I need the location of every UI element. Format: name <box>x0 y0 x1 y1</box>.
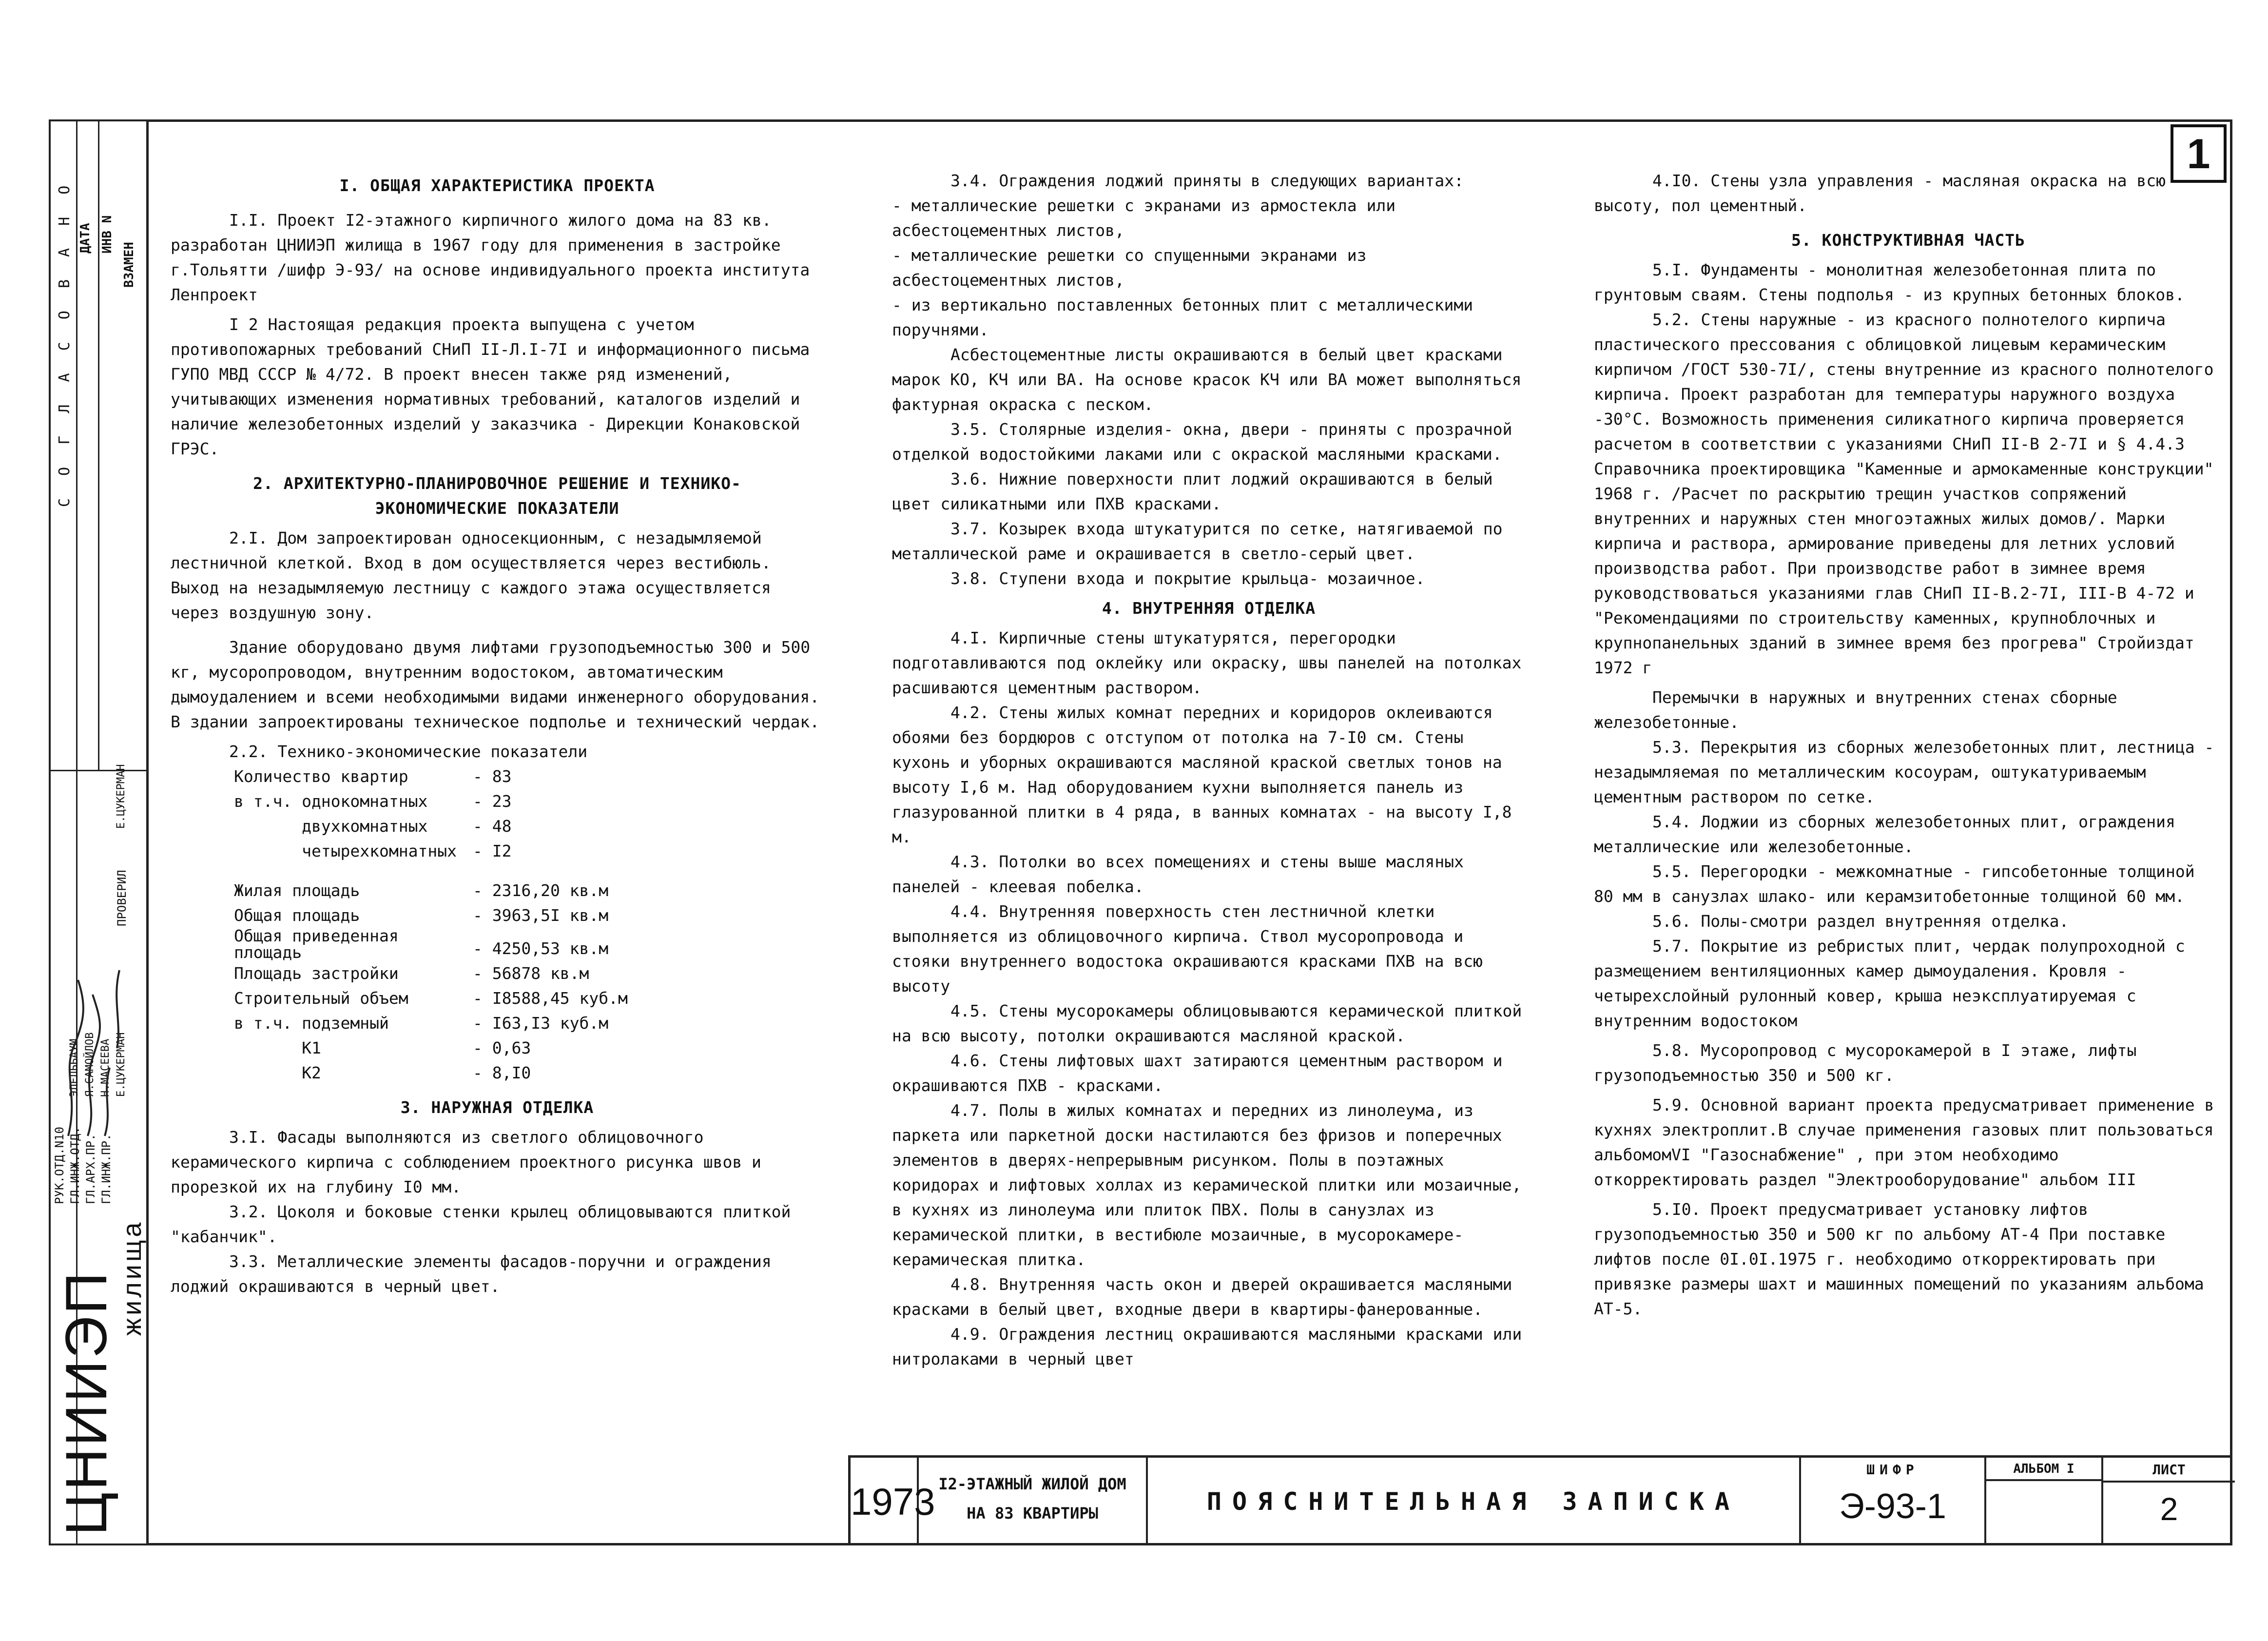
paragraph: 5.8. Мусоропровод с мусорокамерой в I этаже, лифты грузоподъемностью 350 и 500 кг. <box>1594 1041 2137 1085</box>
table-row <box>234 928 824 961</box>
column-3 <box>1594 168 2223 1321</box>
stamp-replace-label: ВЗАМЕН <box>122 242 136 288</box>
tep-key: Жилая площадь <box>234 881 360 900</box>
paragraph: 4.7. Полы в жилых комнатах и передних из линолеума, из паркета или паркетной доски настилаются без фризов и поперечных элементов в дверях-непрерывным рисунком. Полы в поэтажных коридорах и лифтовых холлах из керамической плитки или мозаичные, в кухнях из линолеума или плиток ПВХ. Полы в санузлах из керамической плитки, в вестибюле мозаичные, в мусорокамере-керамическая плитка. <box>892 1101 1522 1269</box>
table-row <box>234 1035 824 1060</box>
table-row <box>234 814 824 839</box>
paragraph: I.I. Проект I2-этажного кирпичного жилого дома на 83 кв. разработан ЦНИИЭП жилища в 1967 году для применения в застройке г.Тольятти /шифр Э-93/ на основе индивидуального проекта института Ленпроект <box>171 211 810 304</box>
table-row <box>234 789 824 814</box>
tep-value: - 23 <box>473 792 512 811</box>
tep-key: двухкомнатных <box>234 817 428 836</box>
paragraph: 3.3. Металлические элементы фасадов-поручни и ограждения лоджий окрашиваются в черный цвет. <box>171 1252 772 1296</box>
section-heading: 3. НАРУЖНАЯ ОТДЕЛКА <box>400 1098 594 1117</box>
tep-value: - 3963,5I кв.м <box>473 906 609 925</box>
object-line-2: НА 83 КВАРТИРЫ <box>967 1504 1098 1523</box>
tep-key: в т.ч. однокомнатных <box>234 792 428 811</box>
paragraph: 5.7. Покрытие из ребристых плит, чердак полупроходной с размещением вентиляционных камер дымоудаления. Кровля - четырехслойный рулонный ковер, крыша неэксплуатируемая с внутренним водостоком <box>1594 937 2185 1030</box>
tep-key: Площадь застройки <box>234 964 399 983</box>
paragraph: 4.9. Ограждения лестниц окрашиваются масляными красками или нитролаками в черный цвет <box>892 1325 1522 1368</box>
signer-name: Е.ЦУКЕРМАН <box>115 1032 127 1097</box>
paragraph: 4.3. Потолки во всех помещениях и стены выше масляных панелей - клеевая побелка. <box>892 852 1464 896</box>
doc-title: ПОЯСНИТЕЛЬНАЯ ЗАПИСКА <box>1206 1487 1741 1516</box>
paragraph: 4.I. Кирпичные стены штукатурятся, перегородки подготавливаются под оклейку или окраску, швы панелей на потолках расшиваются цементным раствором. <box>892 628 1522 697</box>
list-item: - из вертикально поставленных бетонных плит с металлическими поручнями. <box>892 295 1473 339</box>
tep-value: - 83 <box>473 767 512 786</box>
tep-table <box>234 764 824 1085</box>
code-label: ШИФР <box>1866 1462 1919 1478</box>
list-item: - металлические решетки с экранами из армостекла или асбестоцементных листов, <box>892 196 1396 240</box>
tep-key: K2 <box>234 1063 321 1082</box>
code-cell <box>1801 1458 1986 1545</box>
signer-role: ГЛ.ИНЖ.ОТД. <box>68 1127 82 1204</box>
soglasovano-label: С О Г Л А С О В А Н О <box>56 178 73 507</box>
org-suffix: жилища <box>117 1219 147 1336</box>
tep-key: Общая приведенная площадь <box>234 926 399 962</box>
stamp-date-label: ДАТА <box>78 223 93 254</box>
paragraph: 5.5. Перегородки - межкомнатные - гипсобетонные толщиной 80 мм в санузлах шлако- или керамзитобетонные толщиной 60 мм. <box>1594 862 2195 906</box>
paragraph: 4.2. Стены жилых комнат передних и коридоров оклеиваются обоями без бордюров с отступом от потолка на 7-I0 см. Стены кухонь и уборных окрашиваются масляной краской светлых тонов на высоту I,6 м. Над оборудованием кухни выполняется панель из глазурованной плитки в 4 ряда, в ванных комнатах - на высоту I,8 м. <box>892 703 1512 846</box>
checker-name: Е.ЦУКЕРМАН <box>115 764 127 829</box>
tep-key: Количество квартир <box>234 767 408 786</box>
signer-name: Н.МАСЕЕВА <box>99 1038 112 1097</box>
checker-label: ПРОВЕРИЛ <box>115 870 129 926</box>
section-heading: 2. АРХИТЕКТУРНО-ПЛАНИРОВОЧНОЕ РЕШЕНИЕ И ТЕХНИКО-ЭКОНОМИЧЕСКИЕ ПОКАЗАТЕЛИ <box>253 474 741 518</box>
paragraph: 3.7. Козырек входа штукатурится по сетке, натягиваемой по металлической раме и окрашивается в светло-серый цвет. <box>892 519 1503 563</box>
table-row <box>234 961 824 986</box>
paragraph: I 2 Настоящая редакция проекта выпущена с учетом противопожарных требований СНиП II-Л.I-7I и информационного письма ГУПО МВД СССР № 4/72. В проект внесен также ряд изменений, учитывающих изменения нормативных требований, каталогов изделий и наличие железобетонных изделий у заказчика - Дирекции Конаковской ГРЭС. <box>171 315 810 458</box>
tep-key: Общая площадь <box>234 906 360 925</box>
doc-title-cell <box>1148 1458 1801 1545</box>
tep-value: - 0,63 <box>473 1038 531 1057</box>
paragraph: 3.I. Фасады выполняются из светлого облицовочного керамического кирпича с соблюдением проектного рисунка швов и прорезкой их на глубину I0 мм. <box>171 1128 761 1196</box>
table-row <box>234 863 824 878</box>
tep-value: - 48 <box>473 817 512 836</box>
table-row <box>234 1011 824 1035</box>
column-2 <box>892 168 1526 1371</box>
year-cell <box>851 1458 935 1545</box>
sheet-number-value: 2 <box>2160 1491 2178 1527</box>
tep-value: - I63,I3 куб.м <box>473 1014 609 1033</box>
paragraph: 3.2. Цоколя и боковые стенки крылец облицовываются плиткой "кабанчик". <box>171 1202 791 1246</box>
tep-value: - I8588,45 куб.м <box>473 989 628 1008</box>
paragraph: Здание оборудовано двумя лифтами грузоподъемностью 300 и 500 кг, мусоропроводом, внутренним водостоком, автоматическим дымоудалением и всеми необходимыми видами инженерного оборудования. В здании запроектированы техническое подполье и технический чердак. <box>171 638 820 731</box>
object-cell <box>919 1458 1148 1545</box>
tep-value: - 56878 кв.м <box>473 964 589 983</box>
paragraph: 4.4. Внутренняя поверхность стен лестничной клетки выполняется из облицовочного кирпича. Ствол мусоропровода и стояки внутреннего водостока окрашиваются красками ПХВ на всю высоту <box>892 902 1483 996</box>
paragraph: 5.2. Стены наружные - из красного полнотелого кирпича пластического прессования с облицовкой лицевым керамическим кирпичом /ГОСТ 530-7I/, стены внутренние из красного полнотелого кирпича. Проект разработан для температуры наружного воздуха -30°С. Возможность применения силикатного кирпича проверяется расчетом в соответствии с указаниями СНиП II-В 2-7I и § 4.4.3 Справочника проектировщика "Каменные и армокаменные конструкции" 1968 г. /Расчет по раскрытию трещин участков сопряжений внутренних и наружных стен многоэтажных жилых домов/. Марки кирпича и раствора, армирование приведены для летних условий производства работ. При производстве работ в зимнее время руководствоваться указаниями глав СНиП II-В.2-7I, III-В 4-72 и "Рекомендациями по строительству каменных, крупноблочных и крупнопанельных зданий в зимнее время без прогрева" Стройиздат 1972 г <box>1594 310 2214 677</box>
stamp-column <box>78 121 99 770</box>
paragraph: Асбестоцементные листы окрашиваются в белый цвет красками марок КО, КЧ или ВА. На основе красок КЧ или ВА может выполняться фактурная окраска с песком. <box>892 345 1522 414</box>
paragraph: 4.6. Стены лифтовых шахт затираются цементным раствором и окрашиваются ПХВ - красками. <box>892 1051 1503 1095</box>
tep-value: - I2 <box>473 841 512 860</box>
project-year: 1973 <box>851 1480 935 1523</box>
paragraph: 2.I. Дом запроектирован односекционным, с незадымляемой лестничной клеткой. Вход в дом осуществляется через вестибюль. Выход на незадымляемую лестницу с каждого этажа осуществляется через воздушную зону. <box>171 528 771 622</box>
album-header <box>1986 1462 2101 1481</box>
paragraph: 5.I0. Проект предусматривает установку лифтов грузоподъемностью 350 и 500 кг по альбому АТ-4 При поставке лифтов после 0I.0I.1975 г. необходимо откорректировать при привязке размеры шахт и машинных помещений по указаниям альбома АТ-5. <box>1594 1200 2204 1318</box>
paragraph: 2.2. Технико-экономические показатели <box>229 742 588 761</box>
paragraph: 5.3. Перекрытия из сборных железобетонных плит, лестница - незадымляемая по металлическим косоурам, оштукатуриваемым цементным раствором по сетке. <box>1594 738 2214 806</box>
object-line-1: I2-ЭТАЖНЫЙ ЖИЛОЙ ДОМ <box>938 1475 1126 1493</box>
list-item: - металлические решетки со спущенными экранами из асбестоцементных листов, <box>892 246 1367 290</box>
paragraph: 5.9. Основной вариант проекта предусматривает применение в кухнях электроплит.В случае применения газовых плит пользоваться альбомомVI "Газоснабжение" , при этом необходимо откорректировать раздел "Электрооборудование" альбом III <box>1594 1095 2214 1189</box>
tep-key: четырехкомнатных <box>234 841 457 860</box>
paragraph: 4.5. Стены мусорокамеры облицовываются керамической плиткой на всю высоту, потолки окрашиваются масляной краской. <box>892 1001 1522 1045</box>
tep-value: - 8,I0 <box>473 1063 531 1082</box>
paragraph: 5.4. Лоджии из сборных железобетонных плит, ограждения металлические или железобетонные. <box>1594 812 2175 856</box>
title-block <box>848 1455 2232 1545</box>
tep-key: Строительный объем <box>234 989 408 1008</box>
paragraph: 4.I0. Стены узла управления - масляная окраска на всю высоту, пол цементный. <box>1594 171 2166 215</box>
album-label: АЛЬБОМ <box>2013 1462 2059 1476</box>
table-row <box>234 903 824 928</box>
signatures <box>58 951 127 1146</box>
tep-key: K1 <box>234 1038 321 1057</box>
paragraph: Перемычки в наружных и внутренних стенах сборные железобетонные. <box>1594 688 2117 732</box>
sheet-label: ЛИСТ <box>2103 1462 2235 1483</box>
tep-value: - 2316,20 кв.м <box>473 881 609 900</box>
project-code: Э-93-1 <box>1839 1487 1946 1526</box>
org-name: ЦНИИЭП <box>54 1270 119 1536</box>
section-heading: 4. ВНУТРЕННЯЯ ОТДЕЛКА <box>1102 599 1316 618</box>
paragraph: 3.4. Ограждения лоджий приняты в следующих вариантах: <box>950 171 1464 190</box>
paragraph: 3.5. Столярные изделия- окна, двери - приняты с прозрачной отделкой водостойкими лаками или с окраской масляными красками. <box>892 420 1512 464</box>
table-row <box>234 986 824 1011</box>
paragraph: 3.6. Нижние поверхности плит лоджий окрашиваются в белый цвет силикатными или ПХВ красками. <box>892 469 1493 513</box>
table-row <box>234 1060 824 1085</box>
album-cell <box>1986 1458 2103 1545</box>
table-row <box>234 878 824 903</box>
section-heading: 5. КОНСТРУКТИВНАЯ ЧАСТЬ <box>1791 231 2025 250</box>
sheet-cell <box>2103 1458 2235 1545</box>
paragraph: 3.8. Ступени входа и покрытие крыльца- мозаичное. <box>950 569 1425 588</box>
table-row <box>234 764 824 789</box>
signer-name: ЭЛЕЛЬБАУМ <box>68 1038 80 1097</box>
stamp-inv-label: ИНВ N <box>100 215 115 254</box>
section-heading: I. ОБЩАЯ ХАРАКТЕРИСТИКА ПРОЕКТА <box>339 176 655 195</box>
paragraph: 5.I. Фундаменты - монолитная железобетонная плита по грунтовым сваям. Стены подполья - из крупных бетонных блоков. <box>1594 260 2185 304</box>
tep-key: в т.ч. подземный <box>234 1014 389 1033</box>
signer-role: ГЛ.ИНЖ.ПР. <box>99 1133 113 1204</box>
signer-role: РУК.ОТД.N10 <box>53 1127 66 1204</box>
paragraph: 4.8. Внутренняя часть окон и дверей окрашивается масляными красками в белый цвет, входные двери в квартиры-фанерованные. <box>892 1275 1512 1319</box>
column-1 <box>171 173 824 1299</box>
table-row <box>234 839 824 863</box>
sheet-number: 1 <box>2171 124 2227 183</box>
signer-role: ГЛ.АРХ.ПР. <box>84 1133 97 1204</box>
signer-name: Я.САМОЙЛОВ <box>84 1032 96 1097</box>
tep-value: - 4250,53 кв.м <box>473 939 609 958</box>
album-number: I <box>2066 1462 2074 1476</box>
paragraph: 5.6. Полы-смотри раздел внутренняя отделка. <box>1652 912 2069 931</box>
